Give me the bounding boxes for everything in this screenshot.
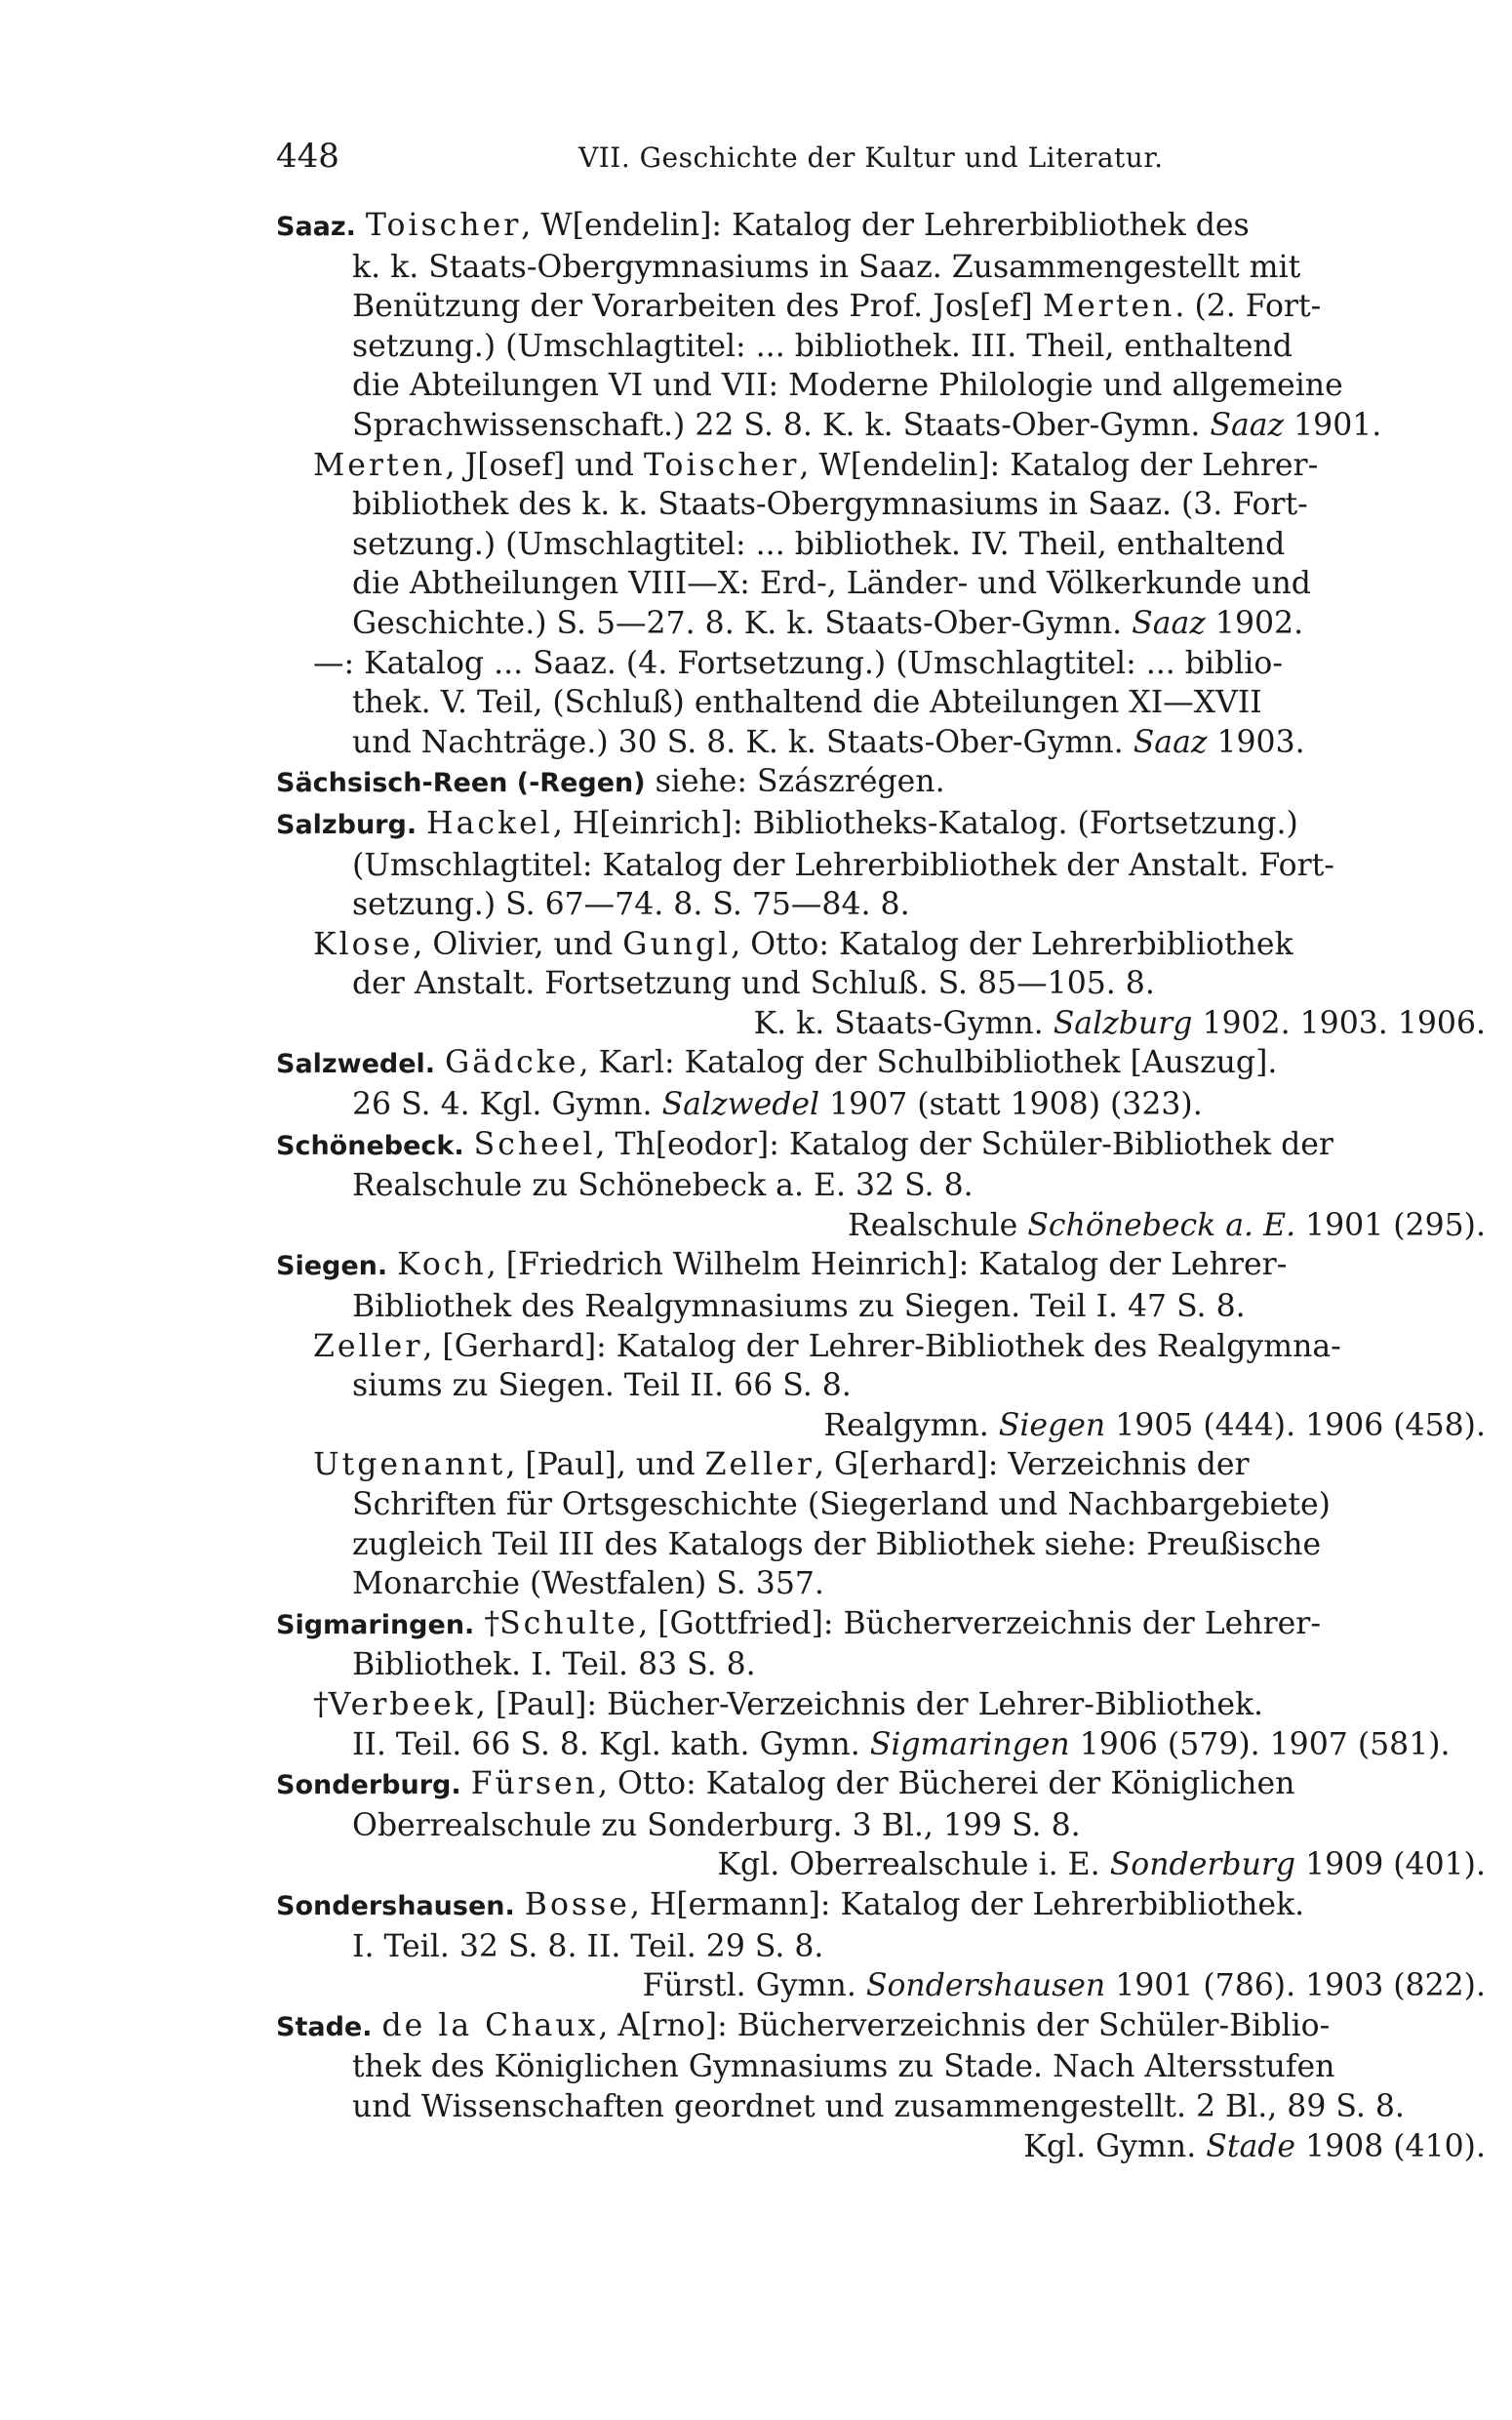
entry-line: die Abteilungen VI und VII: Moderne Philologie und allgemeine bbox=[352, 368, 1343, 404]
place-saechsisch-reen: Sächsisch-Reen (-Regen) bbox=[276, 768, 646, 799]
catalog-body bbox=[276, 206, 1486, 2166]
place-sonderburg: Sonderburg. bbox=[276, 1770, 461, 1801]
entry-line: bibliothek des k. k. Staats-Obergymnasiums in Saaz. (3. Fort- bbox=[352, 487, 1308, 523]
entry-salzburg-hackel: Salzburg. Hackel, H[einrich]: Bibliotheks-Katalog. (Fortsetzung.) (Umschlagtitel: Katalog der Lehrerbibliothek der Anstalt. Fort- setzung.) S. 67—74. 8. S. 75—84. 8. bbox=[276, 804, 1486, 925]
author: Merten bbox=[313, 447, 446, 483]
author: Schulte bbox=[499, 1605, 639, 1641]
entry-line: Benützung der Vorarbeiten des Prof. Jos[ef] Merten. (2. Fort- bbox=[352, 289, 1322, 325]
author: Klose bbox=[313, 926, 414, 962]
entry-line: Bibliothek. I. Teil. 83 S. 8. bbox=[352, 1647, 756, 1683]
entry-stade: Stade. de la Chaux, A[rno]: Bücherverzeichnis der Schüler-Biblio- thek des Königlichen Gymnasiums zu Stade. Nach Altersstufen und Wissenschaften geordnet und zusammengestellt. 2 Bl., 89 S. 8. Kgl. Gymn. Stade 1908 (410). bbox=[276, 2006, 1486, 2166]
entry-line: und Wissenschaften geordnet und zusammengestellt. 2 Bl., 89 S. 8. bbox=[352, 2088, 1405, 2124]
entry-line: Fürstl. Gymn. Sondershausen 1901 (786). 1903 (822). bbox=[642, 1968, 1486, 2004]
entry-line: Realschule Schönebeck a. E. 1901 (295). bbox=[847, 1207, 1486, 1243]
entry-line: thek. V. Teil, (Schluß) enthaltend die Abteilungen XI—XVII bbox=[352, 685, 1262, 721]
entry-line: Realschule zu Schönebeck a. E. 32 S. 8. bbox=[352, 1168, 974, 1204]
entry-line: zugleich Teil III des Katalogs der Bibliothek siehe: Preußische bbox=[352, 1526, 1322, 1562]
entry-line: die Abtheilungen VIII—X: Erd-, Länder- und Völkerkunde und bbox=[352, 566, 1311, 602]
page-header bbox=[276, 137, 1486, 180]
entry-line: siums zu Siegen. Teil II. 66 S. 8. bbox=[352, 1368, 852, 1404]
entry-sigmaringen-verbeek: †Verbeek, [Paul]: Bücher-Verzeichnis der Lehrer-Bibliothek. II. Teil. 66 S. 8. Kgl. kath. Gymn. Sigmaringen 1906 (579). 1907 (581). bbox=[276, 1685, 1486, 1764]
author: Bosse bbox=[524, 1886, 630, 1922]
author: Gädcke bbox=[445, 1045, 579, 1081]
entry-text: —: Katalog ... Saaz. (4. Fortsetzung.) (Umschlagtitel: ... biblio- bbox=[313, 645, 1283, 681]
entry-line: der Anstalt. Fortsetzung und Schluß. S. 85—105. 8. bbox=[352, 966, 1155, 1002]
author: Toischer bbox=[643, 447, 800, 483]
entry-line: Kgl. Oberrealschule i. E. Sonderburg 1909 (401). bbox=[717, 1847, 1486, 1883]
place-stade: Stade. bbox=[276, 2011, 373, 2042]
place-saaz: Saaz. bbox=[276, 212, 356, 242]
author: Hackel bbox=[426, 805, 553, 841]
entry-saaz-merten: Merten, J[osef] und Toischer, W[endelin]: Katalog der Lehrer- bibliothek des k. k. Staats-Obergymnasiums in Saaz. (3. Fort- setzung.) (Umschlagtitel: ... bibliothek. IV. Theil, enthaltend die Abtheilungen VIII—X: Erd-, Länder- und Völkerkunde und Geschichte.) S. 5—27. 8. K. k. Staats-Ober-Gymn. Saaz 1902. bbox=[276, 446, 1486, 644]
author: de la Chaux bbox=[381, 2007, 599, 2043]
dagger-mark: † bbox=[484, 1605, 500, 1641]
entry-salzburg-klose: Klose, Olivier, und Gungl, Otto: Katalog der Lehrerbibliothek der Anstalt. Fortsetzung und Schluß. S. 85—105. 8. K. k. Staats-Gymn. Salzburg 1902. 1903. 1906. bbox=[276, 925, 1486, 1044]
entry-salzwedel: Salzwedel. Gädcke, Karl: Katalog der Schulbibliothek [Auszug]. 26 S. 4. Kgl. Gymn. Salzwedel 1907 (statt 1908) (323). bbox=[276, 1043, 1486, 1124]
place-salzwedel: Salzwedel. bbox=[276, 1049, 436, 1080]
running-title: VII. Geschichte der Kultur und Literatur. bbox=[578, 141, 1164, 174]
entry-line: Geschichte.) S. 5—27. 8. K. k. Staats-Ober-Gymn. Saaz 1902. bbox=[352, 605, 1304, 641]
author: Gungl bbox=[622, 926, 732, 962]
entry-line: II. Teil. 66 S. 8. Kgl. kath. Gymn. Sigmaringen 1906 (579). 1907 (581). bbox=[352, 1726, 1451, 1762]
entry-line: und Nachträge.) 30 S. 8. K. k. Staats-Ober-Gymn. Saaz 1903. bbox=[352, 724, 1305, 760]
entry-siegen-zeller: Zeller, [Gerhard]: Katalog der Lehrer-Bibliothek des Realgymna- siums zu Siegen. Teil II. 66 S. 8. Realgymn. Siegen 1905 (444). 1906 (458). bbox=[276, 1327, 1486, 1446]
entry-line: thek des Königlichen Gymnasiums zu Stade. Nach Altersstufen bbox=[352, 2049, 1335, 2085]
author: Zeller bbox=[313, 1328, 423, 1364]
entry-saechsisch-reen: Sächsisch-Reen (-Regen) siehe: Szászrégen. bbox=[276, 764, 945, 800]
entry-schoenebeck: Schönebeck. Scheel, Th[eodor]: Katalog der Schüler-Bibliothek der Realschule zu Schönebeck a. E. 32 S. 8. Realschule Schönebeck a. E. 1901 (295). bbox=[276, 1125, 1486, 1246]
page-number: 448 bbox=[276, 137, 339, 176]
entry-siegen-koch: Siegen. Koch, [Friedrich Wilhelm Heinrich]: Katalog der Lehrer- Bibliothek des Realgymnasiums zu Siegen. Teil I. 47 S. 8. bbox=[276, 1245, 1486, 1326]
author: Merten bbox=[1042, 289, 1175, 325]
entry-line: Kgl. Gymn. Stade 1908 (410). bbox=[1023, 2128, 1486, 2164]
author: Utgenannt bbox=[313, 1447, 506, 1483]
entry-line: Realgymn. Siegen 1905 (444). 1906 (458). bbox=[823, 1407, 1486, 1443]
dagger-mark: † bbox=[313, 1686, 329, 1722]
entry-line: Bibliothek des Realgymnasiums zu Siegen. Teil I. 47 S. 8. bbox=[352, 1289, 1246, 1325]
entry-line: setzung.) (Umschlagtitel: ... bibliothek. IV. Theil, enthaltend bbox=[352, 526, 1286, 562]
entry-line: 26 S. 4. Kgl. Gymn. Salzwedel 1907 (statt 1908) (323). bbox=[352, 1087, 1203, 1123]
entry-line: Schriften für Ortsgeschichte (Siegerland und Nachbargebiete) bbox=[352, 1487, 1331, 1522]
entry-sigmaringen-schulte: Sigmaringen. †Schulte, [Gottfried]: Bücherverzeichnis der Lehrer- Bibliothek. I. Teil. 83 S. 8. bbox=[276, 1604, 1486, 1685]
entry-sonderburg: Sonderburg. Fürsen, Otto: Katalog der Bücherei der Königlichen Oberrealschule zu Sonderburg. 3 Bl., 199 S. 8. Kgl. Oberrealschule i. E. Sonderburg 1909 (401). bbox=[276, 1764, 1486, 1885]
entry-line: Oberrealschule zu Sonderburg. 3 Bl., 199 S. 8. bbox=[352, 1807, 1081, 1843]
entry-siegen-utgenannt: Utgenannt, [Paul], und Zeller, G[erhard]: Verzeichnis der Schriften für Ortsgeschichte (Siegerland und Nachbargebiete) zugleich Teil III des Katalogs der Bibliothek siehe: Preußische Monarchie (Westfalen) S. 357. bbox=[276, 1445, 1486, 1603]
entry-line: (Umschlagtitel: Katalog der Lehrerbibliothek der Anstalt. Fort- bbox=[352, 847, 1334, 883]
entry-line: setzung.) S. 67—74. 8. S. 75—84. 8. bbox=[352, 887, 910, 923]
place-sondershausen: Sondershausen. bbox=[276, 1890, 515, 1921]
author: Verbeek bbox=[328, 1686, 476, 1722]
entry-line: Monarchie (Westfalen) S. 357. bbox=[352, 1566, 824, 1602]
entry-line: k. k. Staats-Obergymnasiums in Saaz. Zusammengestellt mit bbox=[352, 249, 1301, 285]
author: Zeller bbox=[704, 1447, 816, 1483]
author: Koch bbox=[397, 1247, 487, 1283]
author: Fürsen bbox=[470, 1766, 598, 1802]
entry-line: setzung.) (Umschlagtitel: ... bibliothek. III. Theil, enthaltend bbox=[352, 328, 1293, 364]
entry-sondershausen: Sondershausen. Bosse, H[ermann]: Katalog der Lehrerbibliothek. I. Teil. 32 S. 8. II. Teil. 29 S. 8. Fürstl. Gymn. Sondershausen 1901 (786). 1903 (822). bbox=[276, 1885, 1486, 2006]
entry-text: , W[endelin]: Katalog der Lehrerbibliothek des bbox=[521, 208, 1250, 243]
entry-line: K. k. Staats-Gymn. Salzburg 1902. 1903. 1906. bbox=[753, 1005, 1486, 1041]
author: Toischer bbox=[365, 208, 522, 243]
place-siegen: Siegen. bbox=[276, 1251, 388, 1282]
place-sigmaringen: Sigmaringen. bbox=[276, 1609, 475, 1640]
entry-saaz-katalog bbox=[276, 644, 1486, 763]
place-salzburg: Salzburg. bbox=[276, 809, 418, 840]
author: Scheel bbox=[473, 1126, 596, 1162]
entry-line: I. Teil. 32 S. 8. II. Teil. 29 S. 8. bbox=[352, 1928, 824, 1964]
entry-line: Sprachwissenschaft.) 22 S. 8. K. k. Staats-Ober-Gymn. Saaz 1901. bbox=[352, 407, 1382, 443]
place-schoenebeck: Schönebeck. bbox=[276, 1130, 464, 1161]
entry-saaz-toischer bbox=[276, 206, 1486, 446]
